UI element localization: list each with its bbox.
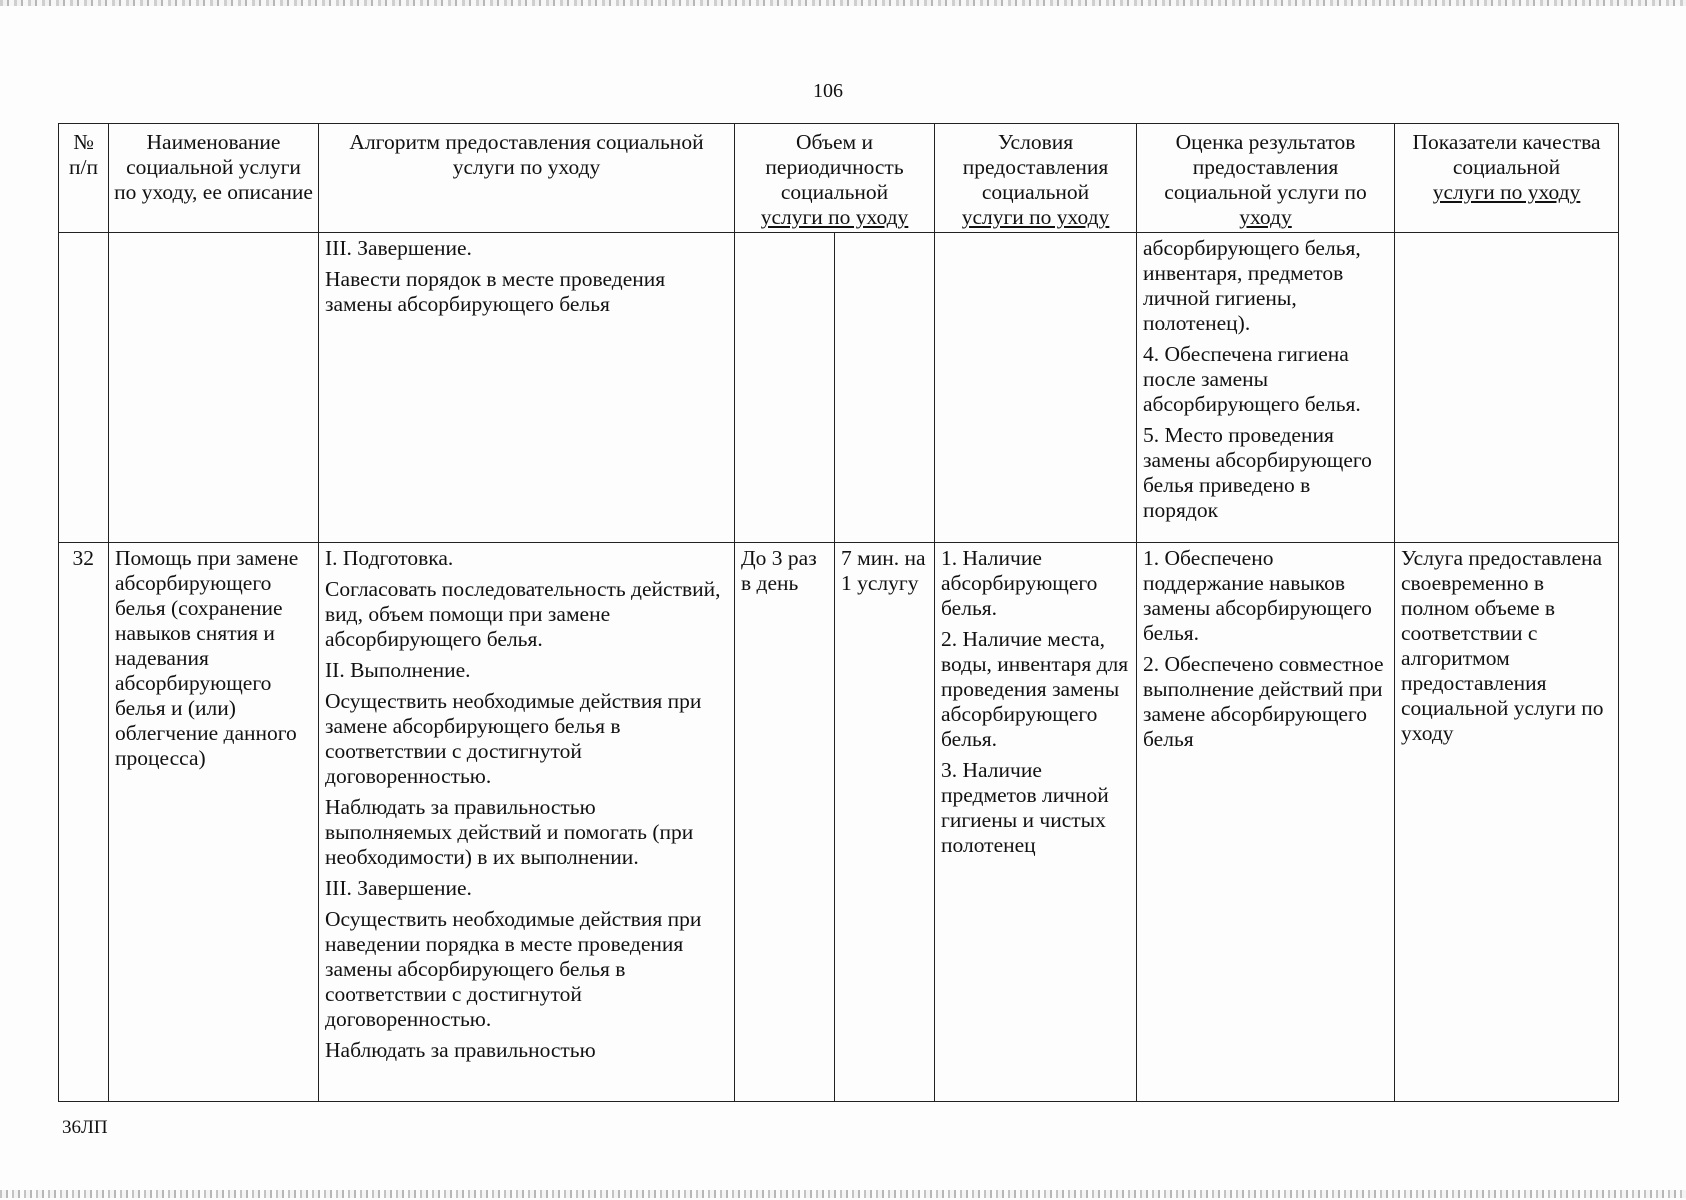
algorithm-step: I. Подготовка. <box>325 546 454 570</box>
algorithm-step: Осуществить необходимые действия при наведении порядка в месте проведения замены абсорбирующего белья в соответствии с достигнутой договоренностью. <box>325 907 702 1031</box>
cell-volume-empty <box>835 233 935 543</box>
cell-name-empty <box>109 233 319 543</box>
condition-item: 2. Наличие места, воды, инвентаря для проведения замены абсорбирующего белья. <box>941 627 1129 751</box>
page-number: 106 <box>813 80 843 102</box>
header-num-line2: п/п <box>69 155 98 179</box>
algorithm-step: Осуществить необходимые действия при замене абсорбирующего белья в соответствии с достигнутой договоренностью. <box>325 689 702 788</box>
cell-quality-empty <box>1395 233 1619 543</box>
header-algorithm: Алгоритм предоставления социальной услуги по уходу <box>319 124 735 233</box>
cell-volume: 7 мин. на 1 услугу <box>835 543 935 1102</box>
table-row-32 <box>59 543 1619 1102</box>
evaluation-item: абсорбирующего белья, инвентаря, предметов личной гигиены, полотенец). <box>1143 236 1361 335</box>
cell-algorithm <box>319 543 735 1102</box>
cell-service-name: Помощь при замене абсорбирующего белья (сохранение навыков снятия и надевания абсорбирующего белья и (или) облегчение данного процесса) <box>109 543 319 1102</box>
header-evaluation-last: уходу <box>1239 205 1292 229</box>
cell-periodicity: До 3 раз в день <box>735 543 835 1102</box>
cell-evaluation-continued <box>1137 233 1395 543</box>
cell-conditions <box>935 543 1137 1102</box>
algorithm-step: Наблюдать за правильностью <box>325 1038 596 1062</box>
algorithm-step: Навести порядок в месте проведения замены абсорбирующего белья <box>325 267 666 316</box>
evaluation-item: 4. Обеспечена гигиена после замены абсорбирующего белья. <box>1143 342 1361 416</box>
header-quality-last: услуги по уходу <box>1432 180 1581 204</box>
algorithm-step: Наблюдать за правильностью выполняемых действий и помогать (при необходимости) в их выполнении. <box>325 795 694 869</box>
scan-edge-bottom <box>0 1190 1686 1198</box>
algorithm-step: II. Выполнение. <box>325 658 471 682</box>
cell-num: 32 <box>59 543 109 1102</box>
header-num-line1: № <box>73 130 94 154</box>
cell-num-empty <box>59 233 109 543</box>
condition-item: 1. Наличие абсорбирующего белья. <box>941 546 1098 620</box>
evaluation-item: 5. Место проведения замены абсорбирующего белья приведено в порядок <box>1143 423 1372 522</box>
header-conditions-last: услуги по уходу <box>961 205 1110 229</box>
scan-edge-top <box>0 0 1686 6</box>
header-name: Наименование социальной услуги по уходу, ее описание <box>109 124 319 233</box>
cell-conditions-empty <box>935 233 1137 543</box>
algorithm-step: III. Завершение. <box>325 236 472 260</box>
cell-periodicity-empty <box>735 233 835 543</box>
header-quality <box>1395 124 1619 233</box>
table-header-row <box>59 124 1619 233</box>
document-code: 36ЛП <box>62 1117 108 1138</box>
table-row-continued <box>59 233 1619 543</box>
cell-algorithm-continued <box>319 233 735 543</box>
header-evaluation-text: Оценка результатов предоставления социальной услуги по <box>1164 130 1367 204</box>
header-volume-last: услуги по уходу <box>760 205 909 229</box>
header-conditions <box>935 124 1137 233</box>
condition-item: 3. Наличие предметов личной гигиены и чистых полотенец <box>941 758 1109 857</box>
evaluation-item: 2. Обеспечено совместное выполнение действий при замене абсорбирующего белья <box>1143 652 1384 751</box>
cell-quality: Услуга предоставлена своевременно в полном объеме в соответствии с алгоритмом предоставления социальной услуги по уходу <box>1395 543 1619 1102</box>
algorithm-step: Согласовать последовательность действий, вид, объем помощи при замене абсорбирующего белья. <box>325 577 721 651</box>
algorithm-step: III. Завершение. <box>325 876 472 900</box>
header-num <box>59 124 109 233</box>
cell-evaluation <box>1137 543 1395 1102</box>
header-volume <box>735 124 935 233</box>
header-conditions-text: Условия предоставления социальной <box>962 130 1109 204</box>
header-volume-text: Объем и периодичность социальной <box>765 130 904 204</box>
evaluation-item: 1. Обеспечено поддержание навыков замены абсорбирующего белья. <box>1143 546 1372 645</box>
social-services-table <box>58 123 1619 1102</box>
header-quality-text: Показатели качества социальной <box>1412 130 1601 179</box>
header-evaluation <box>1137 124 1395 233</box>
